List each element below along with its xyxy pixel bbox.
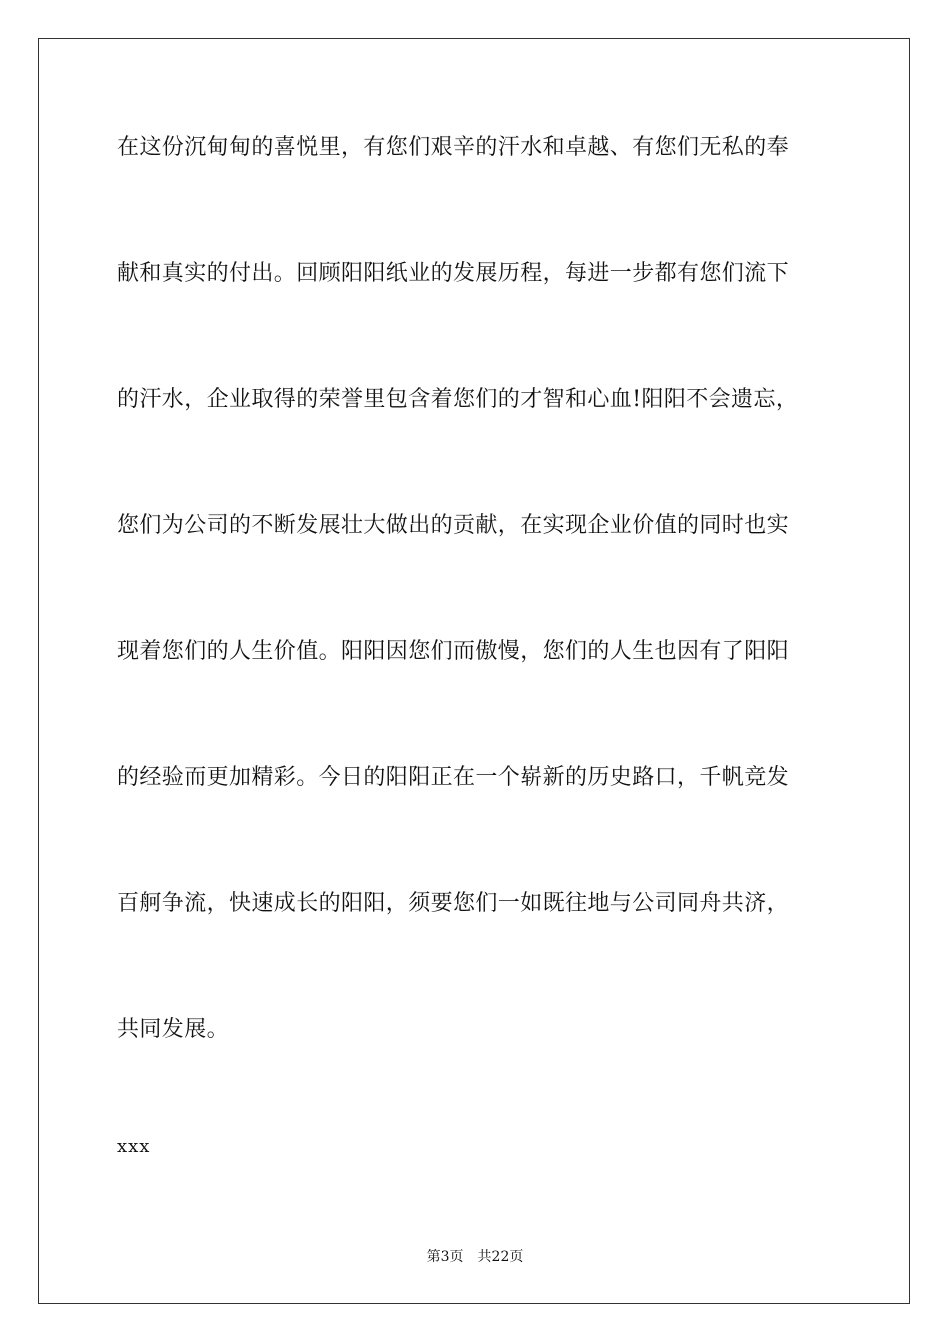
page-number: 第3页 (426, 1249, 464, 1265)
body-line: 百舸争流，快速成长的阳阳，须要您们一如既往地与公司同舟共济， (117, 891, 790, 916)
body-line: 在这份沉甸甸的喜悦里，有您们艰辛的汗水和卓越、有您们无私的奉 (117, 135, 790, 160)
body-line: 的经验而更加精彩。今日的阳阳正在一个崭新的历史路口，千帆竞发 (117, 765, 790, 790)
body-line: 共同发展。 (117, 1017, 230, 1042)
document-body (117, 128, 837, 1136)
body-line: 献和真实的付出。回顾阳阳纸业的发展历程，每进一步都有您们流下 (117, 261, 790, 286)
page-footer (0, 1248, 950, 1266)
body-line: 现着您们的人生价值。阳阳因您们而傲慢，您们的人生也因有了阳阳 (117, 639, 790, 664)
signature: xxx (117, 1136, 151, 1157)
body-line: 的汗水，企业取得的荣誉里包含着您们的才智和心血!阳阳不会遗忘， (117, 387, 799, 412)
page-total: 共22页 (477, 1249, 524, 1265)
body-line: 您们为公司的不断发展壮大做出的贡献，在实现企业价值的同时也实 (117, 513, 790, 538)
